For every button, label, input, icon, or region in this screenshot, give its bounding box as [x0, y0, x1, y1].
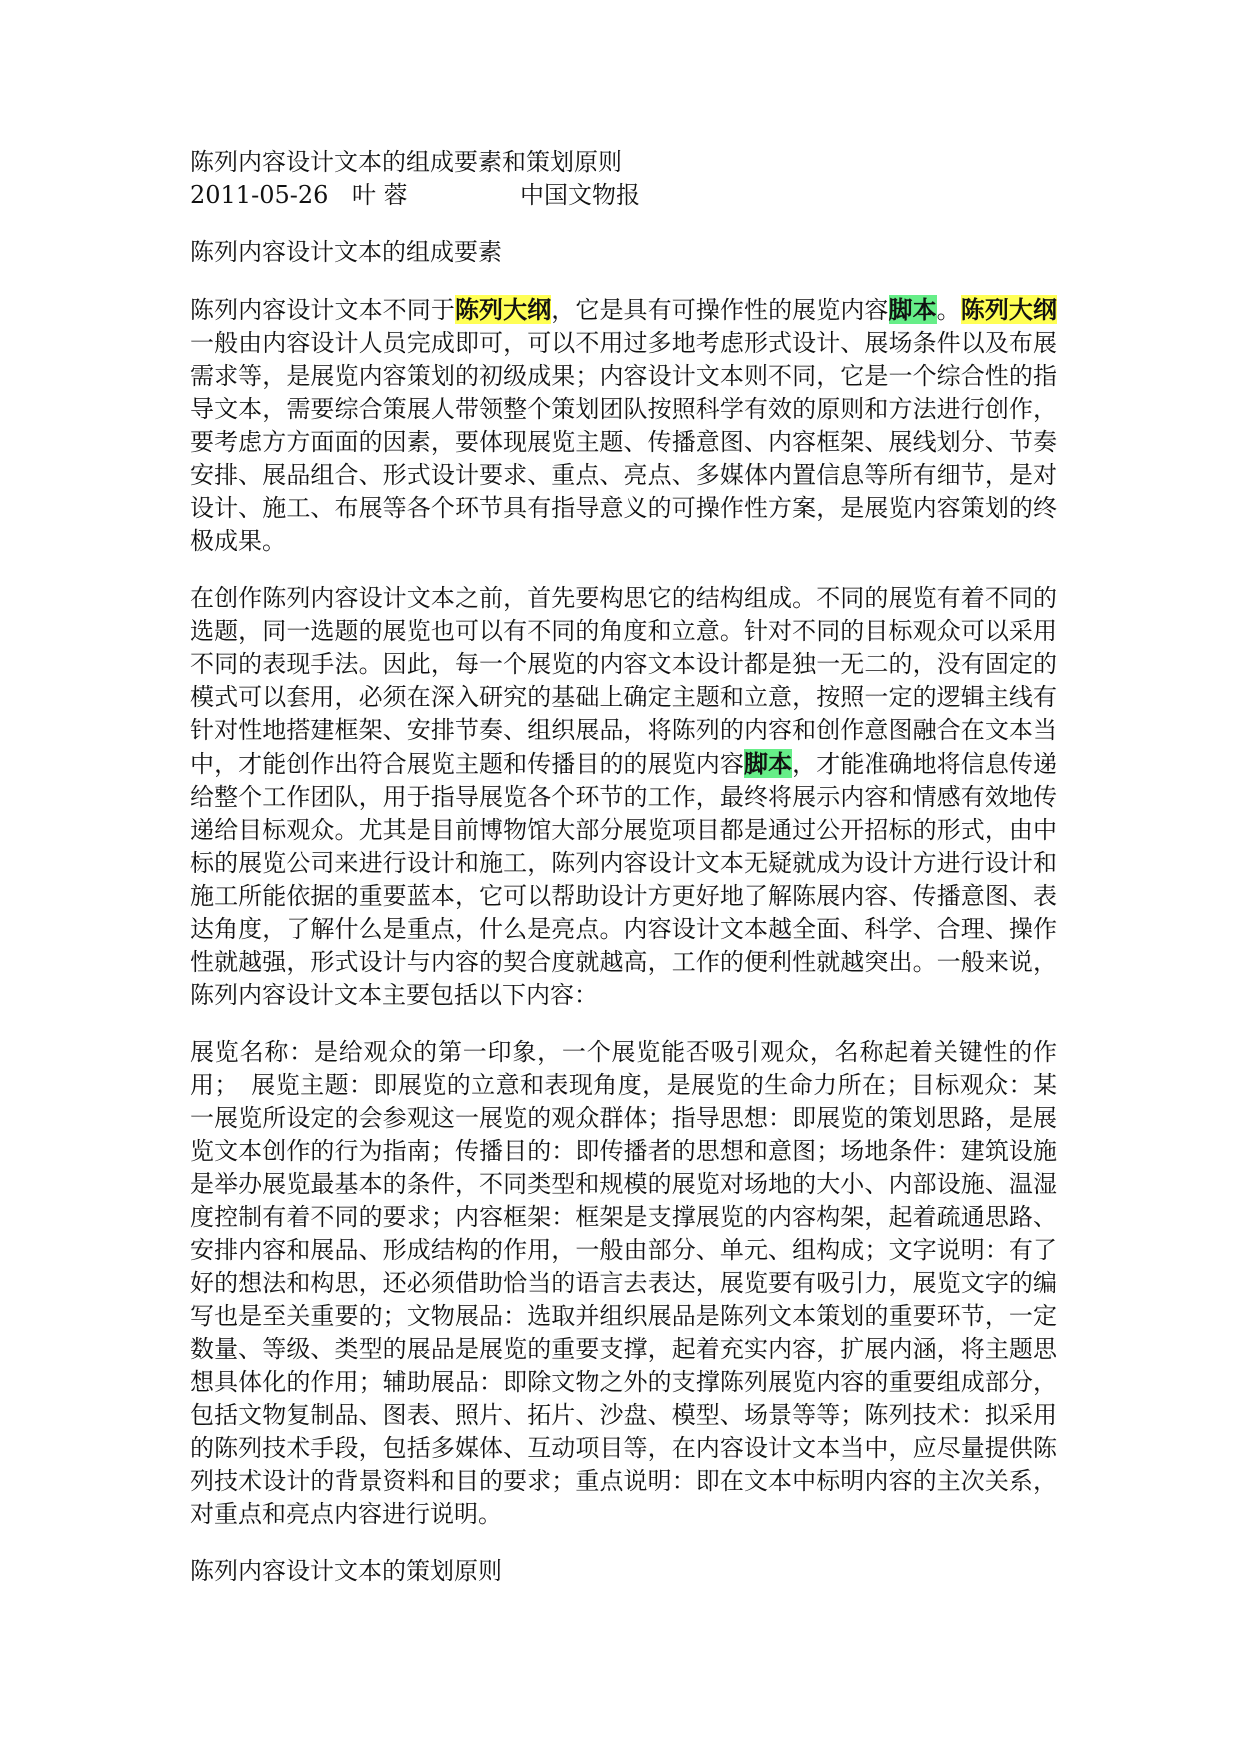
paragraph-2: [190, 582, 1057, 1012]
highlighted-keyword: 陈列大纲: [454, 295, 552, 324]
document-page: [190, 146, 1057, 1612]
paragraph-text: ，它是具有可操作性的展览内容: [551, 296, 889, 324]
paragraph-text: 一般由内容设计人员完成即可，可以不用过多地考虑形式设计、展场条件以及布展需求等，是展览内容策划的初级成果；内容设计文本则不同，它是一个综合性的指导文本，需要综合策展人带领整个策划团队按照科学有效的原则和方法进行创作，要考虑方方面面的因素，要体现展览主题、传播意图、内容框架、展线划分、节奏安排、展品组合、形式设计要求、重点、亮点、多媒体内置信息等所有细节，是对设计、施工、布展等各个环节具有指导意义的可操作性方案，是展览内容策划的终极成果。: [190, 329, 1057, 555]
publish-date: 2011-05-26: [190, 181, 329, 209]
paragraph-text: 在创作陈列内容设计文本之前，首先要构思它的结构组成。不同的展览有着不同的选题，同一选题的展览也可以有不同的角度和立意。针对不同的目标观众可以采用不同的表现手法。因此，每一个展览的内容文本设计都是独一无二的，没有固定的模式可以套用，必须在深入研究的基础上确定主题和立意，按照一定的逻辑主线有针对性地搭建框架、安排节奏、组织展品，将陈列的内容和创作意图融合在文本当中，才能创作出符合展览主题和传播目的的展览内容: [190, 584, 1057, 778]
source-name: 中国文物报: [520, 181, 640, 209]
paragraph-text: 陈列内容设计文本不同于: [190, 296, 455, 324]
article-title: 陈列内容设计文本的组成要素和策划原则: [190, 148, 622, 176]
paragraph-3: 展览名称：是给观众的第一印象，一个展览能否吸引观众，名称起着关键性的作用； 展览主题：即展览的立意和表现角度，是展览的生命力所在；目标观众：某一展览所设定的会参观这一展览的观众群体；指导思想：即展览的策划思路，是展览文本创作的行为指南；传播目的：即传播者的思想和意图；场地条件：建筑设施是举办展览最基本的条件，不同类型和规模的展览对场地的大小、内部设施、温湿度控制有着不同的要求；内容框架：框架是支撑展览的内容构架，起着疏通思路、安排内容和展品、形成结构的作用，一般由部分、单元、组构成；文字说明：有了好的想法和构思，还必须借助恰当的语言去表达，展览要有吸引力，展览文字的编写也是至关重要的；文物展品：选取并组织展品是陈列文本策划的重要环节，一定数量、等级、类型的展品是展览的重要支撑，起着充实内容，扩展内涵，将主题思想具体化的作用；辅助展品：即除文物之外的支撑陈列展览内容的重要组成部分，包括文物复制品、图表、照片、拓片、沙盘、模型、场景等等；陈列技术：拟采用的陈列技术手段，包括多媒体、互动项目等，在内容设计文本当中，应尽量提供陈列技术设计的背景资料和目的要求；重点说明：即在文本中标明内容的主次关系，对重点和亮点内容进行说明。: [190, 1038, 1057, 1528]
highlighted-keyword: 脚本: [888, 295, 937, 324]
section-heading-elements: 陈列内容设计文本的组成要素: [190, 238, 502, 266]
paragraph-1: [190, 293, 1057, 558]
highlighted-keyword: 脚本: [743, 749, 793, 778]
article-meta: [190, 179, 1057, 212]
highlighted-keyword: 陈列大纲: [960, 295, 1058, 324]
article-header: [190, 146, 1057, 212]
author-name: 叶 蓉: [352, 181, 408, 209]
paragraph-text: 。: [936, 296, 961, 324]
section-heading-principles: 陈列内容设计文本的策划原则: [190, 1557, 502, 1585]
paragraph-text: ，才能准确地将信息传递给整个工作团队，用于指导展览各个环节的工作，最终将展示内容和情感有效地传递给目标观众。尤其是目前博物馆大部分展览项目都是通过公开招标的形式，由中标的展览公司来进行设计和施工，陈列内容设计文本无疑就成为设计方进行设计和施工所能依据的重要蓝本，它可以帮助设计方更好地了解陈展内容、传播意图、表达角度，了解什么是重点，什么是亮点。内容设计文本越全面、科学、合理、操作性就越强，形式设计与内容的契合度就越高，工作的便利性就越突出。一般来说，陈列内容设计文本主要包括以下内容：: [190, 750, 1058, 1009]
